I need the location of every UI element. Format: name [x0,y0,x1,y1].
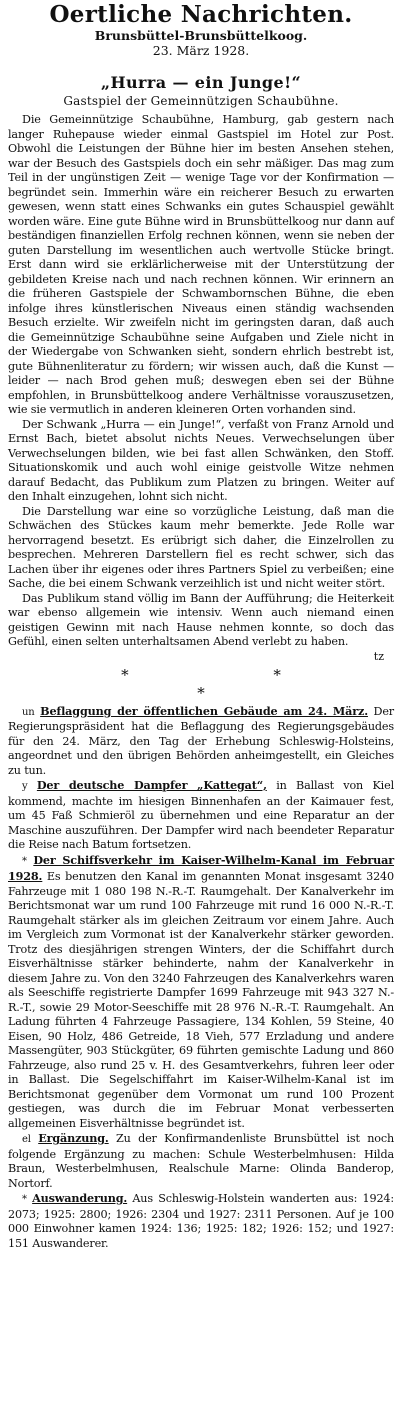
section-separator: * * * [121,665,351,702]
notice-item [8,704,394,779]
notice-marker: * [22,1194,27,1205]
notice-keyword: Beflaggung der öffentlichen Gebäude am 24. März. [40,703,368,718]
notice-text: Aus Schleswig-Holstein wanderten aus: 1924: 2073; 1925: 2800; 1926: 2304 und 1927: 2311 Personen. Auf je 100 000 Einwohner kamen 1924: 136; 1925: 182; 1926: 152; und 1927: 151 Auswanderer. [8,1192,395,1250]
notice-text: Der Regierungspräsident hat die Beflaggung des Regierungsgebäudes für den 24. März, den Tag der Erhebung Schleswig-Holsteins, angeordnet und den übrigen Behörden anheimgestellt, ein Gleiches zu tun. [8,704,394,777]
notice-item [8,853,394,1132]
notice-text: Zu der Konfirmandenliste Brunsbüttel ist noch folgende Ergänzung zu machen: Schule Westerbelmhusen: Hilda Braun, Westerbelmhusen, Realschule Marne: Olinda Banderop, Nortorf. [8,1132,395,1190]
notice-item [8,1191,394,1251]
notice-item [8,778,394,853]
author-signature: tz [373,649,384,663]
article-paragraph: Die Darstellung war eine so vorzügliche Leistung, daß man die Schwächen des Stückes kaum mehr bemerkte. Jede Rolle war hervorragend besetzt. Es erübrigt sich daher, die Einzelrollen zu besprechen. Mehreren Darstellern fiel es recht schwer, sich das Lachen über ihr eigenes oder ihres Partners Spiel zu verbeißen; eine Sache, die bei einem Schwank verzeihlich ist und nicht weiter stört. [8,504,394,590]
article-headline: „Hurra — ein Junge!“ [100,73,302,92]
notice-text: in Ballast von Kiel kommend, machte im hiesigen Binnenhafen an der Kaimauer fest, um 45 Faß Schmieröl zu übernehmen und eine Reparatur an der Maschine auszuführen. Der Dampfer wird nach beendeter Reparatur die Reise nach Batum fortsetzen. [8,779,395,851]
date-line: 23. März 1928. [152,43,250,58]
section-title: Oertliche Nachrichten. [49,1,353,28]
place-line: Brunsbüttel-Brunsbüttelkoog. [94,28,308,43]
masthead [8,2,394,59]
article-paragraph: Die Gemeinnützige Schaubühne, Hamburg, gab gestern nach langer Ruhepause wieder einmal Gastspiel im Hotel zur Post. Obwohl die Leistungen der Bühne hier im besten Ansehen stehen, war der Besuch des Gastspiels doch ein sehr mäßiger. Das mag zum Teil in der ungünstigen Zeit — wenige Tage vor der Konfirmation — begründet sein. Immerhin wäre ein reicherer Besuch zu erwarten gewesen, wenn statt eines Schwanks ein gutes Schauspiel gewählt worden wäre. Eine gute Bühne wird in Brunsbüttelkoog nur dann auf beständigen finanziellen Erfolg rechnen können, wenn sie neben der guten Darstellung im wesentlichen auch wertvolle Stücke bringt. Erst dann wird sie erklärlicherweise mit der Unterstützung der gebildeten Kreise nach und nach rechnen können. Wir erinnern an die früheren Gastspiele der Schwambornschen Bühne, die eben infolge ihres künstlerischen Niveaus einen ständig wachsenden Besuch erzielte. Wir zweifeln nicht im geringsten daran, daß auch die Gemeinnützige Schaubühne seine Aufgaben und Ziele nicht in der Wiedergabe von Schwanken sieht, sondern ehrlich bestrebt ist, gute Bühnenliteratur zu fördern; wir wissen auch, daß die Kunst — leider — nach Brod gehen muß; deswegen eben sei der Bühne empfohlen, in Brunsbüttelkoog andere Verhältnisse vorauszusetzen, wie sie vermutlich in anderen kleineren Orten vorhanden sind. [8,113,394,416]
notice-keyword: Auswanderung. [32,1191,128,1205]
article-paragraph: Das Publikum stand völlig im Bann der Aufführung; die Heiterkeit war ebenso allgemein wie intensiv. Wenn auch niemand einen geistigen Gewinn mit nach Hause nehmen konnte, so doch das Gefühl, einen selten unterhaltsamen Abend verlebt zu haben. [8,591,394,648]
article-subhead: Gastspiel der Gemeinnützigen Schaubühne. [63,94,339,108]
notice-item [8,1131,394,1191]
notice-marker: * [22,855,27,867]
notice-text: Es benutzen den Kanal im genannten Monat insgesamt 3240 Fahrzeuge mit 1 080 198 N.-R.-T. Raumgehalt. Der Kanalverkehr im Berichtsmonat war um rund 100 Fahrzeuge mit rund 16 000 N.-R.-T. Raumgehalt stärker als im gleichen Zeitraum vor einem Jahre. Auch im Vergleich zum Vormonat ist der Kanalverkehr stärker geworden. Trotz des diesjährigen strengen Winters, der die Schiffahrt durch Eisverhältnisse stärker behinderte, nahm der Kanalverkehr in diesem Jahre zu. Von den 3240 Fahrzeugen des Kanalverkehrs waren als Seeschiffe registrierte Dampfer 1699 Fahrzeuge mit 943 327 N.-R.-T., sowie 29 Motor-Seeschiffe mit 28 976 N.-R.-T. Raumgehalt. An Ladung führten 4 Fahrzeuge Passagiere, 134 Kohlen, 59 Steine, 40 Eisen, 90 Holz, 486 Getreide, 18 Vieh, 577 Erzladung und andere Massengüter, 903 Stückgüter, 69 führten gemischte Ladung und 860 Fahrzeuge, also rund 25 v. H. des Gesamtverkehrs, fuhren leer oder in Ballast. Die Segelschiffahrt im Kaiser-Wilhelm-Kanal ist im Berichtsmonat gegenüber dem Vormonat um rund 100 Prozent gestiegen, was durch die im Februar Monat verbesserten allgemeinen Eisverhältnisse begründet ist. [8,870,394,1130]
notice-marker: el [22,1134,31,1145]
notice-marker: y [22,781,28,792]
notice-keyword: Der Schiffsverkehr im Kaiser-Wilhelm-Kanal im Februar 1928. [8,852,395,883]
notice-keyword: Der deutsche Dampfer „Kattegat“, [36,778,267,792]
notice-marker: un [22,706,35,718]
notice-keyword: Ergänzung. [38,1131,109,1145]
article-paragraph: Der Schwank „Hurra — ein Junge!“, verfaßt von Franz Arnold und Ernst Bach, bietet absolut nichts Neues. Verwechselungen über Verwechselungen bilden, wie bei fast allen Schwänken, den Stoff. Situationskomik und auch wohl einige geistvolle Witze nehmen darauf Bedacht, das Publikum zum Platzen zu bringen. Weiter auf den Inhalt einzugehen, lohnt sich nicht. [8,417,394,503]
